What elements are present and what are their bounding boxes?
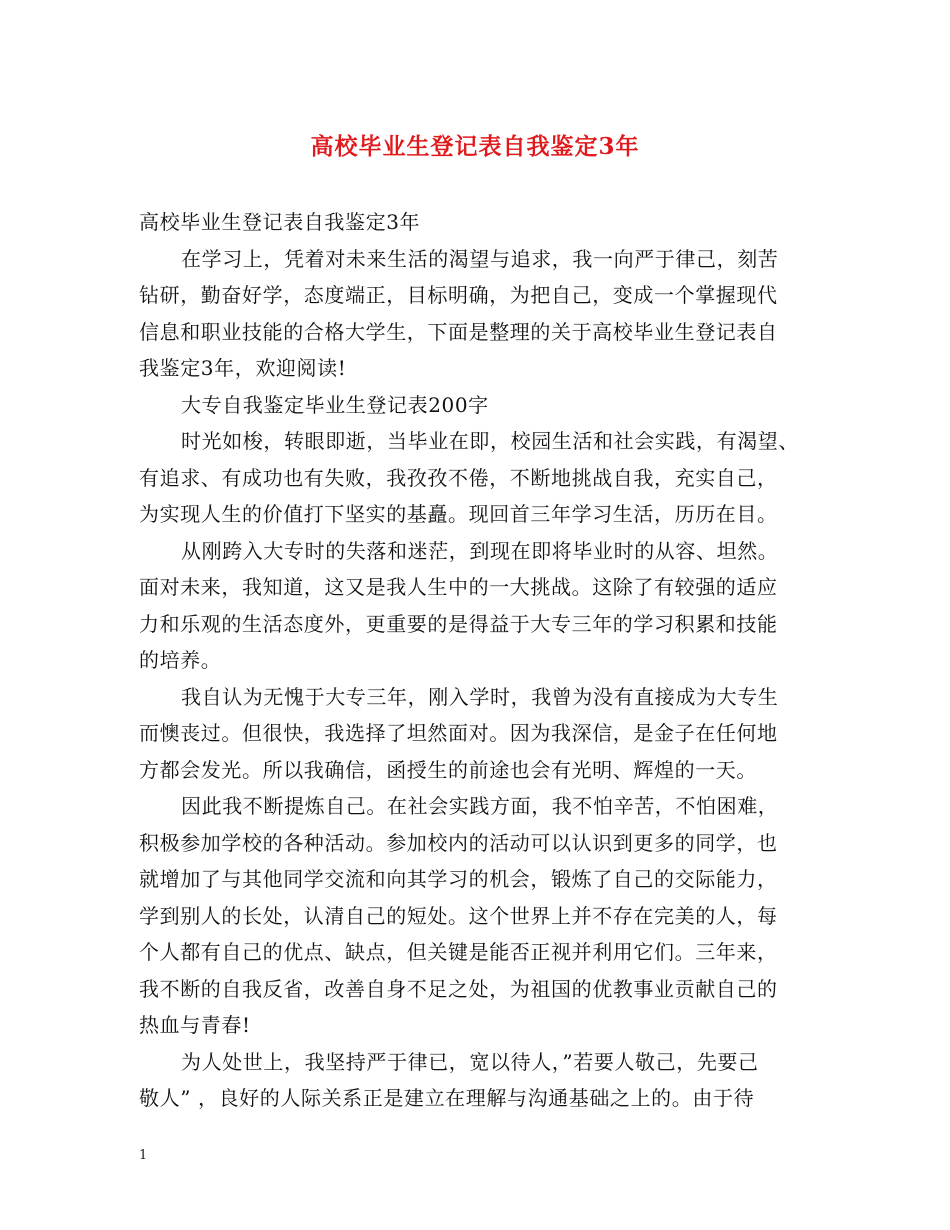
text-line: 敬人” ，良好的人际关系正是建立在理解与沟通基础之上的。由于待	[139, 1086, 755, 1110]
document-title: 高校毕业生登记表自我鉴定3年	[310, 133, 640, 160]
text-line: 我鉴定3年，欢迎阅读!	[139, 356, 347, 380]
text-line: 钻研，勤奋好学，态度端正，目标明确，为把自己，变成一个掌握现代	[139, 283, 778, 307]
text-line: 信息和职业技能的合格大学生，下面是整理的关于高校毕业生登记表自	[139, 319, 778, 344]
text-line: 高校毕业生登记表自我鉴定3年	[139, 210, 421, 234]
text-line: 我不断的自我反省，改善自身不足之处，为祖国的优教事业贡献自己的	[139, 976, 778, 1001]
text-line: 就增加了与其他同学交流和向其学习的机会，锻炼了自己的交际能力，	[139, 867, 778, 891]
text-line: 大专自我鉴定毕业生登记表200字	[181, 392, 489, 417]
text-line: 从刚跨入大专时的失落和迷茫，到现在即将毕业时的从容、坦然。	[181, 538, 779, 563]
text-line: 时光如梭，转眼即逝，当毕业在即，校园生活和社会实践，有渴望、	[181, 429, 799, 453]
text-line: 热血与青春!	[139, 1013, 251, 1037]
text-line: 为实现人生的价值打下坚实的基矗。现回首三年学习生活，历历在目。	[139, 502, 778, 526]
text-line: 在学习上，凭着对未来生活的渴望与追求，我一向严于律己，刻苦	[181, 246, 779, 271]
text-line: 而懊丧过。但很快，我选择了坦然面对。因为我深信，是金子在任何地	[139, 721, 778, 745]
text-line: 方都会发光。所以我确信，函授生的前途也会有光明、辉煌的一天。	[139, 757, 757, 782]
text-line: 力和乐观的生活态度外，更重要的是得益于大专三年的学习积累和技能	[139, 611, 778, 636]
text-line: 我自认为无愧于大专三年，刚入学时，我曾为没有直接成为大专生	[181, 684, 779, 709]
text-line: 个人都有自己的优点、缺点，但关键是能否正视并利用它们。三年来，	[139, 940, 778, 964]
text-line: 学到别人的长处，认清自己的短处。这个世界上并不存在完美的人，每	[139, 903, 778, 928]
text-line: 积极参加学校的各种活动。参加校内的活动可以认识到更多的同学，也	[139, 830, 778, 855]
document-body	[139, 204, 819, 1117]
page-number: 1	[139, 1148, 148, 1163]
text-line: 为人处世上，我坚持严于律已，宽以待人，”若要人敬己，先要己	[181, 1049, 759, 1074]
text-line: 面对未来，我知道，这又是我人生中的一大挑战。这除了有较强的适应	[139, 575, 778, 599]
text-line: 有追求、有成功也有失败，我孜孜不倦，不断地挑战自我，充实自己，	[139, 465, 778, 490]
text-line: 因此我不断提炼自己。在社会实践方面，我不怕辛苦，不怕困难，	[181, 794, 779, 818]
text-line: 的培养。	[139, 648, 222, 672]
